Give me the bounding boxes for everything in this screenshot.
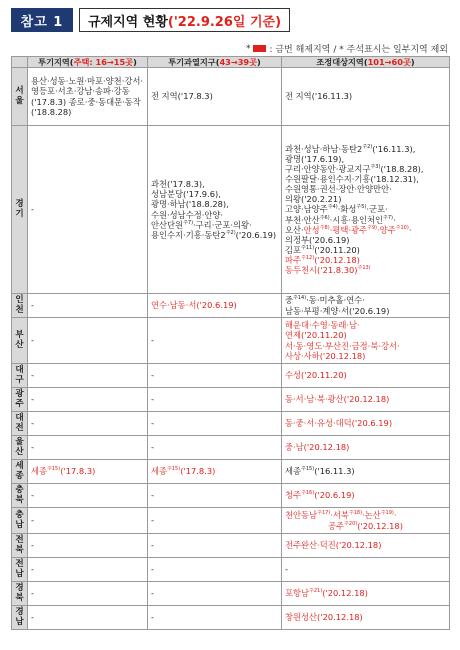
overheated-cell: - [148, 412, 282, 436]
overheated-cell: - [148, 558, 282, 582]
adjustment-cell: 중·남('20.12.18) [282, 436, 450, 460]
table-row [12, 436, 450, 460]
overheated-cell: - [148, 388, 282, 412]
title-date: ('22.9.26일 기준) [167, 14, 282, 30]
table-row [12, 412, 450, 436]
adjustment-cell: 청주$^{주16)}$('20.6.19) [282, 484, 450, 508]
table-row [12, 364, 450, 388]
table-row [12, 484, 450, 508]
speculation-cell: - [28, 508, 148, 534]
speculation-cell: - [28, 436, 148, 460]
speculation-cell: - [28, 484, 148, 508]
legend [246, 42, 448, 55]
overheated-cell: 연수·남동·서('20.6.19) [148, 294, 282, 318]
speculation-cell: 용산·성동·노원·마포·양천·강서·영등포·서초·강남·송파·강동('17.8.3) 종로·중·동대문·동작('18.8.28) [28, 68, 148, 126]
reference-label: 참고 1 [11, 8, 73, 32]
header-overheated: 투기과열지구(43→39곳) [148, 57, 282, 68]
region-cell: 충남 [12, 508, 28, 534]
speculation-cell: 세종$^{주15)}$('17.8.3) [28, 460, 148, 484]
adjustment-cell: 과천·성남·하남·동탄$2^{주2)}('16.11.3)$, 광명('17.6.19), 구리·안양동안·광교지구$^{주3)}$('18.8.28), 수원팔달·용인수지·기흥('18.12.31), 수원영통·권선·장안·안양만안· 의왕('20.2.21) 고양·남양주$^{주4)}$·화성$^{주5)}$·군포· 부천·안산$^{주6)}$·시흥·용인처인$^{주7)}$· 오산·안성$^{주8)}$·평택·광주$^{주9)}$·양주$^{주10)}$· 의정부('20.6.19) 김포$^{주11)}$('20.11.20) 파주$^{주12)}$('20.12.18) 동두천시$('21.8.30)^{주13)}$ [282, 126, 450, 294]
adjustment-cell: 창원성산('20.12.18) [282, 606, 450, 630]
speculation-cell: - [28, 534, 148, 558]
adjustment-cell: - [282, 558, 450, 582]
overheated-cell: - [148, 534, 282, 558]
region-cell: 세종 [12, 460, 28, 484]
region-cell: 전북 [12, 534, 28, 558]
adjustment-cell: 중$^{주14)}$·동·미추홀·연수· 남동·부평·계양·서('20.6.19) [282, 294, 450, 318]
region-cell: 서울 [12, 68, 28, 126]
overheated-cell: - [148, 582, 282, 606]
overheated-cell: - [148, 436, 282, 460]
table-row [12, 126, 450, 294]
speculation-cell: - [28, 364, 148, 388]
table-row [12, 582, 450, 606]
speculation-cell: - [28, 558, 148, 582]
regulation-table [11, 56, 450, 630]
region-cell: 경북 [12, 582, 28, 606]
region-cell: 대구 [12, 364, 28, 388]
region-cell: 경기 [12, 126, 28, 294]
speculation-cell: - [28, 412, 148, 436]
adjustment-cell: 수성('20.11.20) [282, 364, 450, 388]
legend-note: / * 주석표시는 일부지역 제외 [333, 45, 448, 55]
header-speculation: 투기지역(주택: 16→15곳) [28, 57, 148, 68]
speculation-cell: - [28, 318, 148, 364]
adjustment-cell: 세종$^{주15)}$('16.11.3) [282, 460, 450, 484]
region-cell: 부산 [12, 318, 28, 364]
region-cell: 광주 [12, 388, 28, 412]
header-adjustment: 조정대상지역(101→60곳) [282, 57, 450, 68]
table-row [12, 606, 450, 630]
overheated-cell: - [148, 364, 282, 388]
table-row [12, 294, 450, 318]
adjustment-cell: 천안동남$^{주17)}$·서북$^{주18)}$·논산$^{주19)}$· 공주$^{주20)}$('20.12.18) [282, 508, 450, 534]
table-header-row [12, 57, 450, 68]
overheated-cell: - [148, 508, 282, 534]
region-cell: 울산 [12, 436, 28, 460]
overheated-cell: 세종$^{주15)}$('17.8.3) [148, 460, 282, 484]
speculation-cell: - [28, 606, 148, 630]
table-row [12, 508, 450, 534]
legend-released-label: : 금번 해제지역 [269, 45, 331, 55]
adjustment-cell: 해운대·수영·동래·남· 연제('20.11.20) 서·동·영도·부산진·금정·북·강서· 사상·사하('20.12.18) [282, 318, 450, 364]
adjustment-cell: 전주완산·덕진('20.12.18) [282, 534, 450, 558]
adjustment-cell: 전 지역('16.11.3) [282, 68, 450, 126]
adjustment-cell: 동·중·서·유성·대덕('20.6.19) [282, 412, 450, 436]
overheated-cell: - [148, 484, 282, 508]
header-region [12, 57, 28, 68]
overheated-cell: - [148, 318, 282, 364]
overheated-cell: 전 지역('17.8.3) [148, 68, 282, 126]
title-text: 규제지역 현황 [88, 14, 168, 30]
legend-asterisk: * [245, 43, 251, 54]
released-swatch-icon [253, 45, 266, 52]
region-cell: 대전 [12, 412, 28, 436]
speculation-cell: - [28, 582, 148, 606]
adjustment-cell: 동·서·남·북·광산('20.12.18) [282, 388, 450, 412]
region-cell: 전남 [12, 558, 28, 582]
header [11, 8, 290, 32]
speculation-cell: - [28, 126, 148, 294]
table-row [12, 68, 450, 126]
table-row [12, 460, 450, 484]
page-title [79, 8, 290, 32]
region-cell: 경남 [12, 606, 28, 630]
table-row [12, 318, 450, 364]
region-cell: 충북 [12, 484, 28, 508]
table-row [12, 388, 450, 412]
overheated-cell: 과천('17.8.3), 성남분당('17.9.6), 광명·하남('18.8.28), 수원·성남수정·안양· 안산단원$^{주7)}$·구리·군포·의왕· 용인수지·기흥·동탄$2^{주2)}('20.6.19)$ [148, 126, 282, 294]
overheated-cell: - [148, 606, 282, 630]
region-cell: 인천 [12, 294, 28, 318]
speculation-cell: - [28, 294, 148, 318]
adjustment-cell: 포항남$^{주21)}$('20.12.18) [282, 582, 450, 606]
speculation-cell: - [28, 388, 148, 412]
table-row [12, 534, 450, 558]
table-row [12, 558, 450, 582]
